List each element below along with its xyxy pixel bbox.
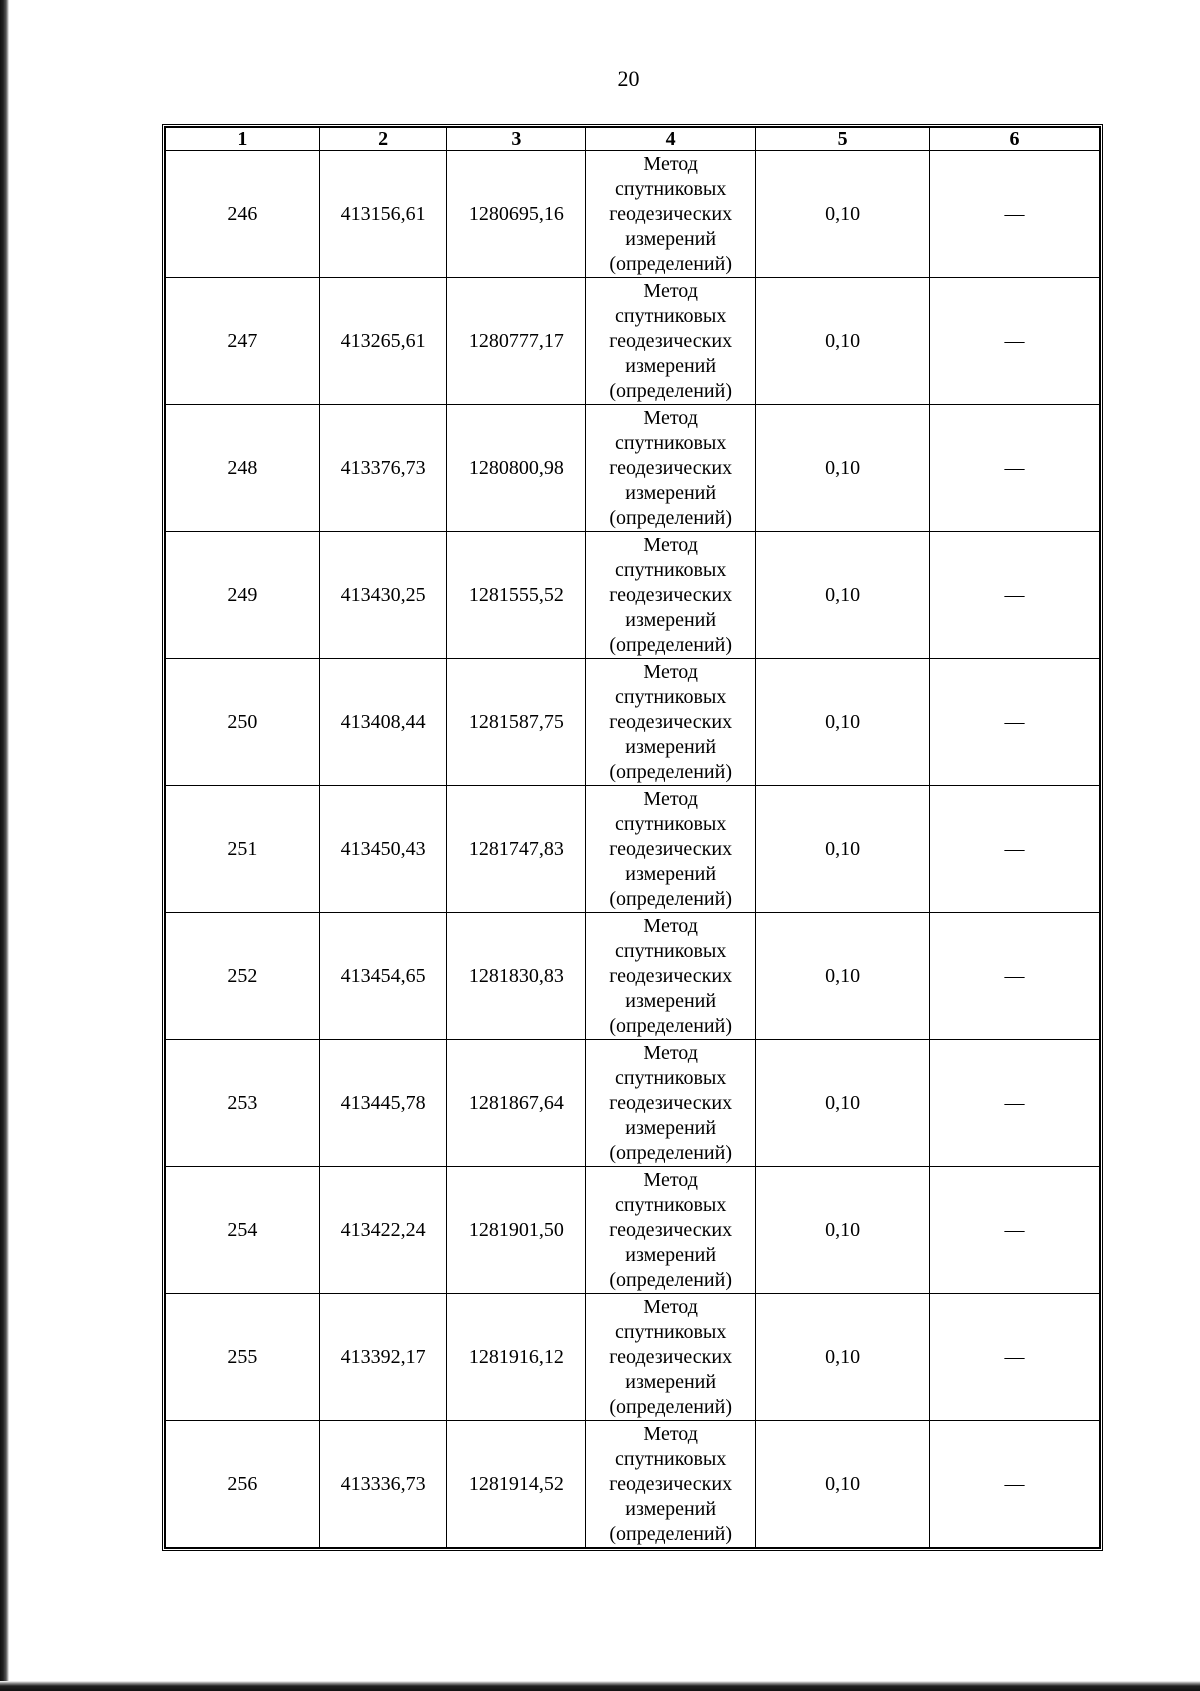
method-line: спутниковых (615, 939, 727, 962)
point-number-cell: 252 (166, 913, 320, 1040)
method-cell (586, 786, 756, 913)
x-coordinate-cell: 413454,65 (319, 913, 447, 1040)
method-line: Метод (643, 1041, 698, 1064)
table-row (166, 1040, 1100, 1167)
method-line: геодезических (609, 583, 733, 606)
method-line: геодезических (609, 1345, 733, 1368)
note-cell: — (930, 1294, 1100, 1421)
method-line: (определений) (609, 1395, 732, 1418)
y-coordinate-cell: 1281555,52 (447, 532, 586, 659)
method-line: (определений) (609, 379, 732, 402)
table-row (166, 913, 1100, 1040)
method-line: измерений (625, 1243, 717, 1266)
point-number-cell: 248 (166, 405, 320, 532)
method-line: геодезических (609, 1218, 733, 1241)
y-coordinate-cell: 1280777,17 (447, 278, 586, 405)
point-number-cell: 253 (166, 1040, 320, 1167)
method-cell (586, 532, 756, 659)
method-line: Метод (643, 533, 698, 556)
header-col-4: 4 (586, 128, 756, 151)
point-number-cell: 254 (166, 1167, 320, 1294)
method-line: спутниковых (615, 1447, 727, 1470)
method-line: Метод (643, 1295, 698, 1318)
y-coordinate-cell: 1280695,16 (447, 151, 586, 278)
method-line: спутниковых (615, 1320, 727, 1343)
note-cell: — (930, 278, 1100, 405)
point-number-cell: 256 (166, 1421, 320, 1548)
coordinates-table (165, 127, 1100, 1548)
y-coordinate-cell: 1281916,12 (447, 1294, 586, 1421)
x-coordinate-cell: 413408,44 (319, 659, 447, 786)
y-coordinate-cell: 1281747,83 (447, 786, 586, 913)
table-header-row (166, 128, 1100, 151)
method-line: Метод (643, 406, 698, 429)
method-line: измерений (625, 1497, 717, 1520)
method-line: спутниковых (615, 558, 727, 581)
method-line: (определений) (609, 252, 732, 275)
y-coordinate-cell: 1281830,83 (447, 913, 586, 1040)
page-number: 20 (617, 66, 640, 91)
accuracy-cell: 0,10 (756, 1040, 930, 1167)
method-line: Метод (643, 787, 698, 810)
method-line: (определений) (609, 760, 732, 783)
method-line: (определений) (609, 1522, 732, 1545)
method-line: Метод (643, 279, 698, 302)
table-body (166, 151, 1100, 1548)
method-line: Метод (643, 1422, 698, 1445)
method-line: измерений (625, 989, 717, 1012)
x-coordinate-cell: 413392,17 (319, 1294, 447, 1421)
method-line: измерений (625, 735, 717, 758)
method-cell (586, 151, 756, 278)
header-col-3: 3 (447, 128, 586, 151)
accuracy-cell: 0,10 (756, 659, 930, 786)
x-coordinate-cell: 413422,24 (319, 1167, 447, 1294)
table-row (166, 1294, 1100, 1421)
accuracy-cell: 0,10 (756, 786, 930, 913)
method-line: измерений (625, 1370, 717, 1393)
header-col-5: 5 (756, 128, 930, 151)
y-coordinate-cell: 1281914,52 (447, 1421, 586, 1548)
point-number-cell: 250 (166, 659, 320, 786)
method-line: измерений (625, 227, 717, 250)
accuracy-cell: 0,10 (756, 405, 930, 532)
method-line: (определений) (609, 1014, 732, 1037)
point-number-cell: 249 (166, 532, 320, 659)
method-cell (586, 913, 756, 1040)
method-cell (586, 659, 756, 786)
method-line: геодезических (609, 329, 733, 352)
note-cell: — (930, 1421, 1100, 1548)
accuracy-cell: 0,10 (756, 532, 930, 659)
method-cell (586, 405, 756, 532)
method-cell (586, 1040, 756, 1167)
method-cell (586, 1294, 756, 1421)
method-line: Метод (643, 1168, 698, 1191)
x-coordinate-cell: 413336,73 (319, 1421, 447, 1548)
accuracy-cell: 0,10 (756, 1421, 930, 1548)
method-line: (определений) (609, 887, 732, 910)
x-coordinate-cell: 413445,78 (319, 1040, 447, 1167)
x-coordinate-cell: 413450,43 (319, 786, 447, 913)
method-line: (определений) (609, 506, 732, 529)
x-coordinate-cell: 413430,25 (319, 532, 447, 659)
table-row (166, 151, 1100, 278)
method-line: измерений (625, 608, 717, 631)
point-number-cell: 246 (166, 151, 320, 278)
method-line: (определений) (609, 1268, 732, 1291)
header-col-6: 6 (930, 128, 1100, 151)
method-line: измерений (625, 1116, 717, 1139)
note-cell: — (930, 786, 1100, 913)
x-coordinate-cell: 413265,61 (319, 278, 447, 405)
note-cell: — (930, 659, 1100, 786)
note-cell: — (930, 913, 1100, 1040)
method-line: измерений (625, 481, 717, 504)
scan-edge-left (0, 0, 9, 1691)
table-row (166, 659, 1100, 786)
point-number-cell: 251 (166, 786, 320, 913)
note-cell: — (930, 532, 1100, 659)
header-col-2: 2 (319, 128, 447, 151)
x-coordinate-cell: 413156,61 (319, 151, 447, 278)
table-row (166, 1421, 1100, 1548)
note-cell: — (930, 151, 1100, 278)
method-line: (определений) (609, 633, 732, 656)
method-line: геодезических (609, 202, 733, 225)
method-line: спутниковых (615, 1066, 727, 1089)
accuracy-cell: 0,10 (756, 1167, 930, 1294)
scan-edge-bottom (0, 1681, 1200, 1691)
accuracy-cell: 0,10 (756, 1294, 930, 1421)
accuracy-cell: 0,10 (756, 278, 930, 405)
accuracy-cell: 0,10 (756, 913, 930, 1040)
method-line: геодезических (609, 1091, 733, 1114)
method-cell (586, 278, 756, 405)
table-row (166, 532, 1100, 659)
method-line: геодезических (609, 456, 733, 479)
method-cell (586, 1167, 756, 1294)
point-number-cell: 247 (166, 278, 320, 405)
method-line: спутниковых (615, 685, 727, 708)
method-line: геодезических (609, 710, 733, 733)
x-coordinate-cell: 413376,73 (319, 405, 447, 532)
note-cell: — (930, 405, 1100, 532)
table-row (166, 278, 1100, 405)
method-line: спутниковых (615, 304, 727, 327)
coordinates-table-frame (162, 124, 1103, 1551)
method-line: спутниковых (615, 177, 727, 200)
method-line: геодезических (609, 964, 733, 987)
y-coordinate-cell: 1280800,98 (447, 405, 586, 532)
method-line: Метод (643, 152, 698, 175)
table-row (166, 405, 1100, 532)
y-coordinate-cell: 1281901,50 (447, 1167, 586, 1294)
table-row (166, 1167, 1100, 1294)
method-line: (определений) (609, 1141, 732, 1164)
y-coordinate-cell: 1281867,64 (447, 1040, 586, 1167)
method-line: Метод (643, 660, 698, 683)
method-line: геодезических (609, 1472, 733, 1495)
method-line: геодезических (609, 837, 733, 860)
accuracy-cell: 0,10 (756, 151, 930, 278)
table-row (166, 786, 1100, 913)
method-cell (586, 1421, 756, 1548)
note-cell: — (930, 1167, 1100, 1294)
method-line: измерений (625, 862, 717, 885)
y-coordinate-cell: 1281587,75 (447, 659, 586, 786)
header-col-1: 1 (166, 128, 320, 151)
note-cell: — (930, 1040, 1100, 1167)
method-line: спутниковых (615, 812, 727, 835)
method-line: спутниковых (615, 431, 727, 454)
method-line: измерений (625, 354, 717, 377)
method-line: спутниковых (615, 1193, 727, 1216)
method-line: Метод (643, 914, 698, 937)
point-number-cell: 255 (166, 1294, 320, 1421)
